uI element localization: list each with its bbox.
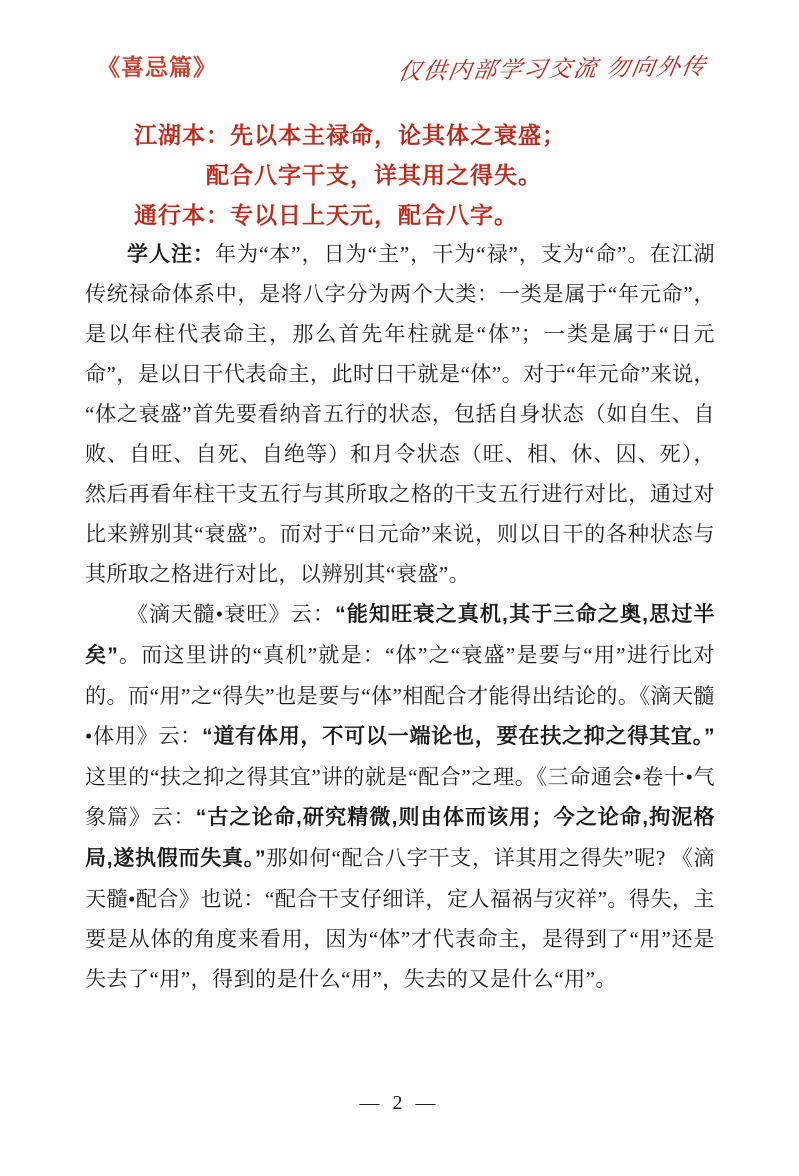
quoted-classic-text: “古之论命,研究精微,则由体而该用；今之论命,拘泥格局,遂执假而失真。” (85, 806, 715, 870)
handwritten-note: 仅供内部学习交流 勿向外传 (396, 53, 710, 85)
verse-line (134, 196, 734, 236)
page-number: — 2 — (359, 1092, 440, 1114)
text-segment: 年为“本”，日为“主”，干为“禄”，支为“命”。在江湖传统禄命体系中，是将八字分为两个大类：一类是属于“年元命”，是以年柱代表命主，那么首先年柱就是“体”；一类是属于“日元命”，是以日干代表命主，此时日干就是“体”。对于“年元命”来说，“体之衰盛”首先要看纳音五行的状态，包括自身状态（如自生、自败、自旺、自死、自绝等）和月令状态（旺、相、休、囚、死），然后再看年柱干支五行与其所取之格的干支五行进行对比，通过对比来辨别其“衰盛”。而对于“日元命”来说，则以日干的各种状态与其所取之格进行对比，以辨别其“衰盛”。 (85, 242, 715, 586)
chapter-title: 《喜忌篇》 (97, 55, 217, 80)
text-segment: 那如何“配合八字干支，详其用之得失”呢? 《滴天髓•配合》也说：“配合干支仔细详，定人福祸与灾祥”。得失，主要是从体的角度来看用，因为“体”才代表命主，是得到了“用”还是失去了“用”，得到的是什么“用”，失去的又是什么“用”。 (85, 846, 715, 991)
verse-line (134, 116, 734, 156)
verse-line-label: 江湖本： (134, 123, 230, 148)
verse-line-text: 配合八字干支，详其用之得失。 (206, 163, 542, 188)
verse-line-text: 先以本主禄命，论其体之衰盛； (230, 123, 566, 148)
text-segment: 这里的“扶之抑之得其宜”讲的就是“配合”之理。《三命通会•卷十•气象篇》云： (85, 765, 715, 829)
paragraph (85, 234, 715, 594)
quoted-classic-text: “能知旺衰之真机,其于三命之奥,思过半矣” (85, 603, 716, 667)
text-segment: 。而这里讲的“真机”就是：“体”之“衰盛”是要与“用”进行比对的。而“用”之“得失”也是要与“体”相配合才能得出结论的。《滴天髓•体用》云： (85, 643, 715, 748)
paragraph (85, 594, 715, 999)
opening-verse (134, 116, 734, 236)
body-text (85, 234, 715, 999)
text-segment: 《滴天髓•衰旺》云： (127, 602, 336, 626)
verse-line (134, 156, 734, 196)
paragraph-lead-label: 学人注： (127, 242, 215, 266)
quoted-classic-text: “道有体用，不可以一端论也，要在扶之抑之得其宜。” (202, 725, 716, 748)
verse-line-text: 专以日上天元，配合八字。 (230, 203, 518, 228)
verse-line-label: 通行本： (134, 203, 230, 228)
